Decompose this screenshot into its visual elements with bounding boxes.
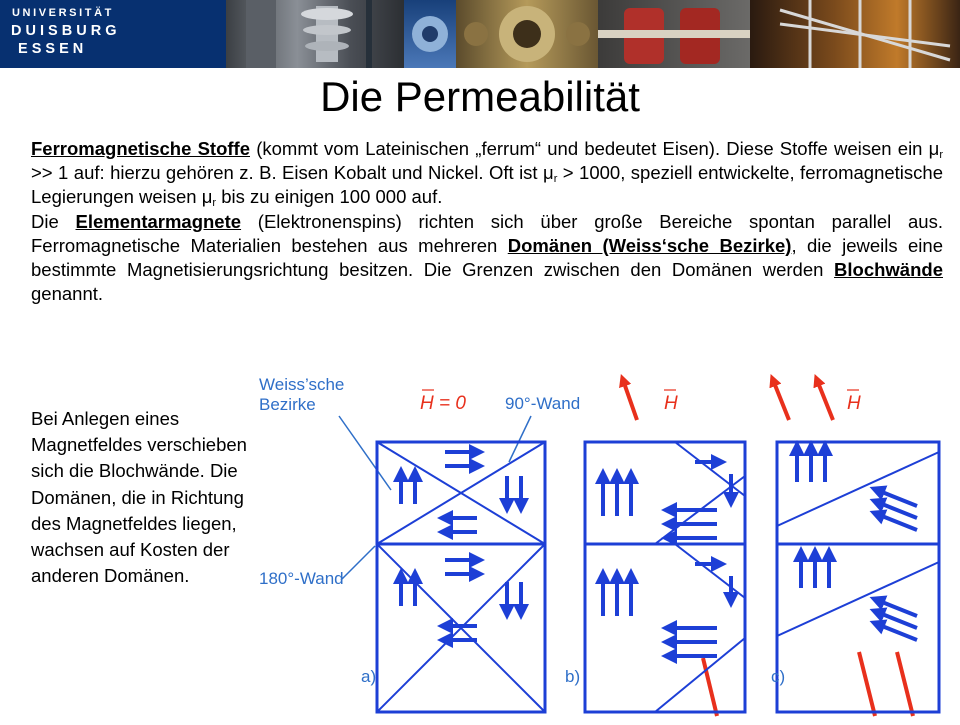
side-text: Bei Anlegen eines Magnetfeldes verschieben sich die Blochwände. Die Domänen, die in Richtung des Magnetfeldes liegen, wachsen auf Kosten der anderen Domänen. [31, 408, 247, 587]
logo-duisburg: D U I S B U R G [11, 23, 117, 39]
term-elementarmagnete: Elementarmagnete [75, 210, 242, 232]
label-a: a) [361, 667, 377, 686]
label-b: b) [565, 667, 581, 686]
label-h0: H = 0 [420, 393, 466, 414]
term-blochwaende: Blochwände [834, 259, 943, 281]
pointer-90 [509, 416, 531, 462]
pointer-weiss [339, 416, 391, 490]
logo-essen: E S S E N [18, 41, 84, 57]
header-photo-4 [598, 0, 750, 68]
panel-b [565, 442, 745, 712]
header-photo-2 [404, 0, 456, 68]
page-title: Die Permeabilität [320, 73, 640, 120]
panel-c [771, 442, 939, 712]
logo-university: UNIVERSITÄT [12, 7, 114, 19]
label-180-wand: 180°-Wand [259, 569, 344, 588]
label-90-wand: 90°-Wand [505, 394, 581, 413]
field-lines-bottom [703, 652, 913, 716]
paragraph-ferromagnetic: Ferromagnetische Stoffe (kommt vom Lateinischen „ferrum“ und bedeutet Eisen). Diese Stoffe weisen ein $\mu_r >> 1$ auf: hierzu gehören z. B. Eisen Kobalt und Nickel. Oft ist $\mu_r > 1000$, speziell entwickelte, ferromagnetische Legierungen weisen $\mu_r$ bis zu einigen 100 000 auf. [31, 138, 944, 210]
paragraph-domains: Die Elementarmagnete (Elektronenspins) richten sich über große Bereiche spontan parallel aus. Ferromagnetische Materialien bestehen aus mehreren Domänen (Weiss‘sche Bezirke), die jeweils eine bestimmte Magnetisierungsrichtung besitzen. Die Grenzen zwischen den Domänen werden Blochwände genannt. [31, 210, 943, 305]
header-photo-1 [226, 0, 404, 68]
label-c: c) [771, 667, 786, 686]
header-photo-3 [456, 0, 598, 68]
pointer-180 [341, 546, 375, 580]
university-logo [0, 0, 226, 68]
term-domaenen: Domänen (Weiss‘sche Bezirke) [507, 234, 792, 256]
intro-paragraph [31, 137, 943, 306]
field-arrows-top [623, 380, 833, 420]
header-banner [0, 0, 960, 68]
header-photo-5 [750, 0, 960, 68]
label-h-c: H [847, 393, 861, 414]
label-h-b: H [664, 393, 678, 414]
label-weiss: Weiss’sche [259, 375, 345, 394]
label-bezirke: Bezirke [259, 395, 316, 414]
term-ferromagnetische-stoffe: Ferromagnetische Stoffe [31, 138, 250, 159]
domain-figure [255, 366, 955, 725]
panel-a [361, 442, 545, 712]
